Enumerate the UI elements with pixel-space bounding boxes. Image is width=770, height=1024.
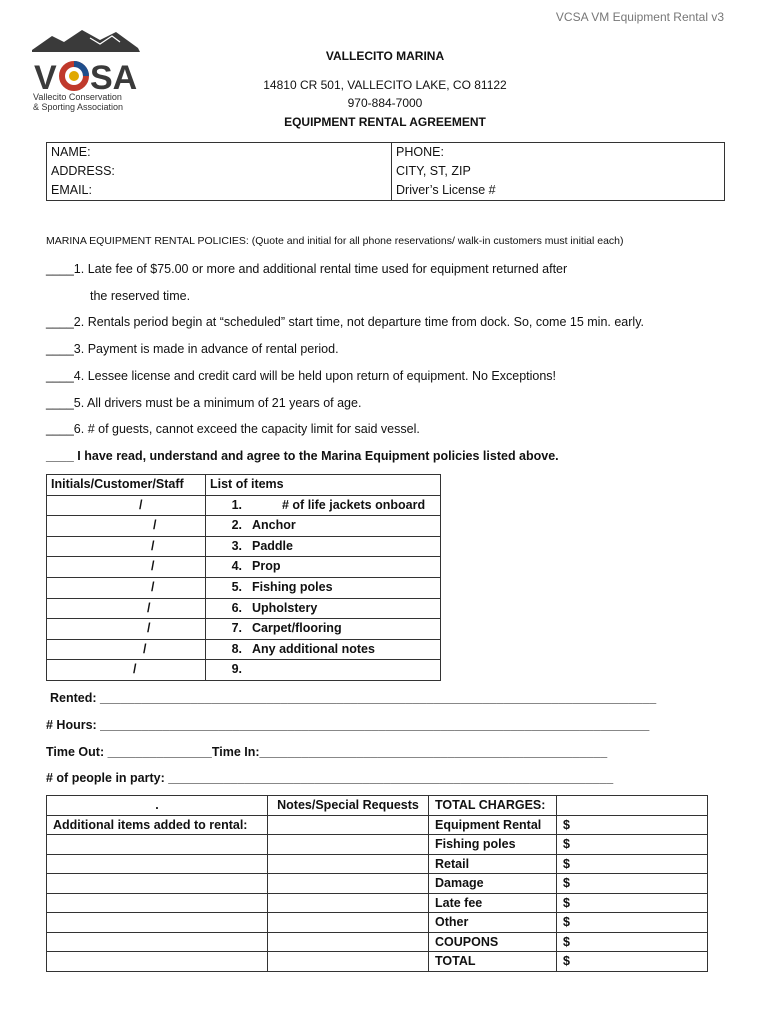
- initials-cell[interactable]: /: [47, 619, 206, 640]
- policy-4: ____4. Lessee license and credit card will be held upon return of equipment. No Exceptions!: [46, 369, 557, 383]
- table-row: [47, 874, 708, 894]
- charge-amount[interactable]: [557, 874, 708, 894]
- dollar-sign: $: [563, 837, 570, 851]
- table-row: [47, 913, 708, 933]
- item-cell: [206, 495, 441, 516]
- initials-cell[interactable]: /: [47, 598, 206, 619]
- svg-text:SA: SA: [90, 59, 138, 94]
- dollar-sign: $: [563, 895, 570, 910]
- initials-cell[interactable]: /: [47, 536, 206, 557]
- additional-item-cell[interactable]: [47, 893, 268, 913]
- policy-agreement: ____ I have read, understand and agree to the Marina Equipment policies listed above.: [46, 449, 559, 463]
- items-header: List of items: [206, 475, 441, 496]
- page-title: EQUIPMENT RENTAL AGREEMENT: [284, 115, 486, 129]
- item-label: Upholstery: [252, 600, 318, 615]
- table-row: [47, 835, 708, 855]
- notes-cell[interactable]: [268, 854, 429, 874]
- item-label: Prop: [252, 559, 281, 574]
- item-label: Fishing poles: [252, 579, 333, 594]
- svg-text:V: V: [34, 59, 57, 94]
- notes-cell[interactable]: [268, 893, 429, 913]
- item-cell: [206, 536, 441, 557]
- charge-label: COUPONS: [429, 932, 557, 952]
- charge-label: Late fee: [429, 893, 557, 913]
- city-field[interactable]: CITY, ST, ZIP: [392, 162, 725, 181]
- item-cell: [206, 619, 441, 640]
- table-row: [47, 516, 441, 537]
- item-number: 7.: [231, 621, 242, 636]
- table-row: [47, 893, 708, 913]
- initials-cell[interactable]: /: [47, 516, 206, 537]
- customer-info-table: [46, 142, 725, 201]
- item-cell: [206, 516, 441, 537]
- people-field[interactable]: # of people in party: ________________________________________________________________: [46, 771, 614, 785]
- item-label: Carpet/flooring: [252, 621, 342, 636]
- blank-header: .: [47, 796, 268, 816]
- charge-amount[interactable]: [557, 932, 708, 952]
- item-number: 8.: [231, 641, 242, 656]
- time-field[interactable]: Time Out: _______________Time In:__________________________________________________: [46, 745, 608, 759]
- item-number: 9.: [231, 662, 242, 677]
- notes-cell[interactable]: [268, 913, 429, 933]
- items-table: [46, 474, 441, 681]
- name-field[interactable]: NAME:: [47, 143, 392, 163]
- hours-field[interactable]: # Hours: _______________________________________________________________________________: [46, 718, 650, 732]
- additional-item-cell[interactable]: [47, 952, 268, 972]
- notes-header: Notes/Special Requests: [268, 796, 429, 816]
- policy-2: ____2. Rentals period begin at “scheduled” start time, not departure time from dock. So, come 15 min. early.: [46, 315, 644, 329]
- initials-cell[interactable]: /: [47, 495, 206, 516]
- notes-cell[interactable]: [268, 932, 429, 952]
- notes-cell[interactable]: [268, 835, 429, 855]
- item-cell: [206, 557, 441, 578]
- item-cell: [206, 660, 441, 681]
- charge-amount[interactable]: [557, 952, 708, 972]
- dollar-sign: $: [563, 934, 570, 949]
- item-label: Anchor: [252, 518, 296, 533]
- org-phone: 970-884-7000: [347, 96, 423, 110]
- item-number: 6.: [231, 600, 242, 615]
- table-row: [47, 619, 441, 640]
- table-row: [47, 598, 441, 619]
- additional-items-label: Additional items added to rental:: [47, 815, 268, 835]
- table-row: [47, 495, 441, 516]
- additional-item-cell[interactable]: [47, 854, 268, 874]
- table-row: [47, 639, 441, 660]
- policy-5: ____5. All drivers must be a minimum of 21 years of age.: [46, 396, 362, 410]
- policy-1-cont: the reserved time.: [90, 289, 191, 303]
- table-row: [47, 577, 441, 598]
- policy-6: ____6. # of guests, cannot exceed the capacity limit for said vessel.: [46, 422, 420, 436]
- table-row: [47, 932, 708, 952]
- table-row: [47, 660, 441, 681]
- notes-cell[interactable]: [268, 874, 429, 894]
- initials-header: Initials/Customer/Staff: [47, 475, 206, 496]
- total-charges-value[interactable]: [557, 796, 708, 816]
- item-number: 4.: [231, 559, 242, 574]
- item-number: 5.: [231, 579, 242, 594]
- charge-amount[interactable]: [557, 835, 708, 855]
- dollar-sign: $: [563, 915, 570, 929]
- org-address: 14810 CR 501, VALLECITO LAKE, CO 81122: [263, 78, 507, 92]
- table-row: [47, 536, 441, 557]
- charge-amount[interactable]: [557, 893, 708, 913]
- logo-subtitle: Vallecito Conservation & Sporting Association: [33, 92, 124, 112]
- dollar-sign: $: [563, 876, 570, 890]
- item-number: 3.: [231, 538, 242, 553]
- item-cell: [206, 639, 441, 660]
- policy-1: ____1. Late fee of $75.00 or more and additional rental time used for equipment returned after: [46, 262, 568, 276]
- table-row: [47, 557, 441, 578]
- rented-field[interactable]: Rented: ________________________________________________________________________________: [50, 691, 657, 705]
- item-cell: [206, 598, 441, 619]
- charge-label: TOTAL: [429, 952, 557, 972]
- table-row: [47, 815, 708, 835]
- charges-table: [46, 795, 708, 972]
- charge-label: Other: [429, 913, 557, 933]
- charge-label: Damage: [429, 874, 557, 894]
- item-cell: [206, 577, 441, 598]
- version-label: VCSA VM Equipment Rental v3: [555, 10, 724, 24]
- initials-cell[interactable]: /: [47, 639, 206, 660]
- phone-field[interactable]: PHONE:: [392, 143, 725, 163]
- total-charges-header: TOTAL CHARGES:: [429, 796, 557, 816]
- item-number: 1.: [231, 497, 242, 512]
- notes-cell[interactable]: [268, 815, 429, 835]
- charge-amount[interactable]: [557, 913, 708, 933]
- item-label: Any additional notes: [252, 641, 375, 656]
- initials-cell[interactable]: /: [47, 660, 206, 681]
- charge-label: Retail: [429, 854, 557, 874]
- additional-item-cell[interactable]: [47, 874, 268, 894]
- charge-amount[interactable]: [557, 854, 708, 874]
- charge-label: Fishing poles: [429, 835, 557, 855]
- initials-cell[interactable]: /: [47, 577, 206, 598]
- additional-item-cell[interactable]: [47, 932, 268, 952]
- table-row: [47, 854, 708, 874]
- org-name: VALLECITO MARINA: [325, 49, 445, 63]
- item-label: Paddle: [252, 538, 293, 553]
- item-number: 2.: [231, 518, 242, 533]
- charge-label: Equipment Rental: [429, 815, 557, 835]
- license-field[interactable]: Driver’s License #: [392, 181, 725, 201]
- policy-3: ____3. Payment is made in advance of rental period.: [46, 342, 339, 356]
- dollar-sign: $: [563, 856, 570, 871]
- notes-cell[interactable]: [268, 952, 429, 972]
- item-label: # of life jackets onboard: [282, 497, 426, 512]
- policies-title: MARINA EQUIPMENT RENTAL POLICIES: (Quote and initial for all phone reservations/ walk-in customers must initial each): [46, 235, 624, 247]
- additional-item-cell[interactable]: [47, 913, 268, 933]
- charge-amount[interactable]: [557, 815, 708, 835]
- address-field[interactable]: ADDRESS:: [47, 162, 392, 181]
- additional-item-cell[interactable]: [47, 835, 268, 855]
- dollar-sign: $: [563, 817, 570, 832]
- table-row: [47, 952, 708, 972]
- dollar-sign: $: [563, 954, 570, 968]
- initials-cell[interactable]: /: [47, 557, 206, 578]
- email-field[interactable]: EMAIL:: [47, 181, 392, 201]
